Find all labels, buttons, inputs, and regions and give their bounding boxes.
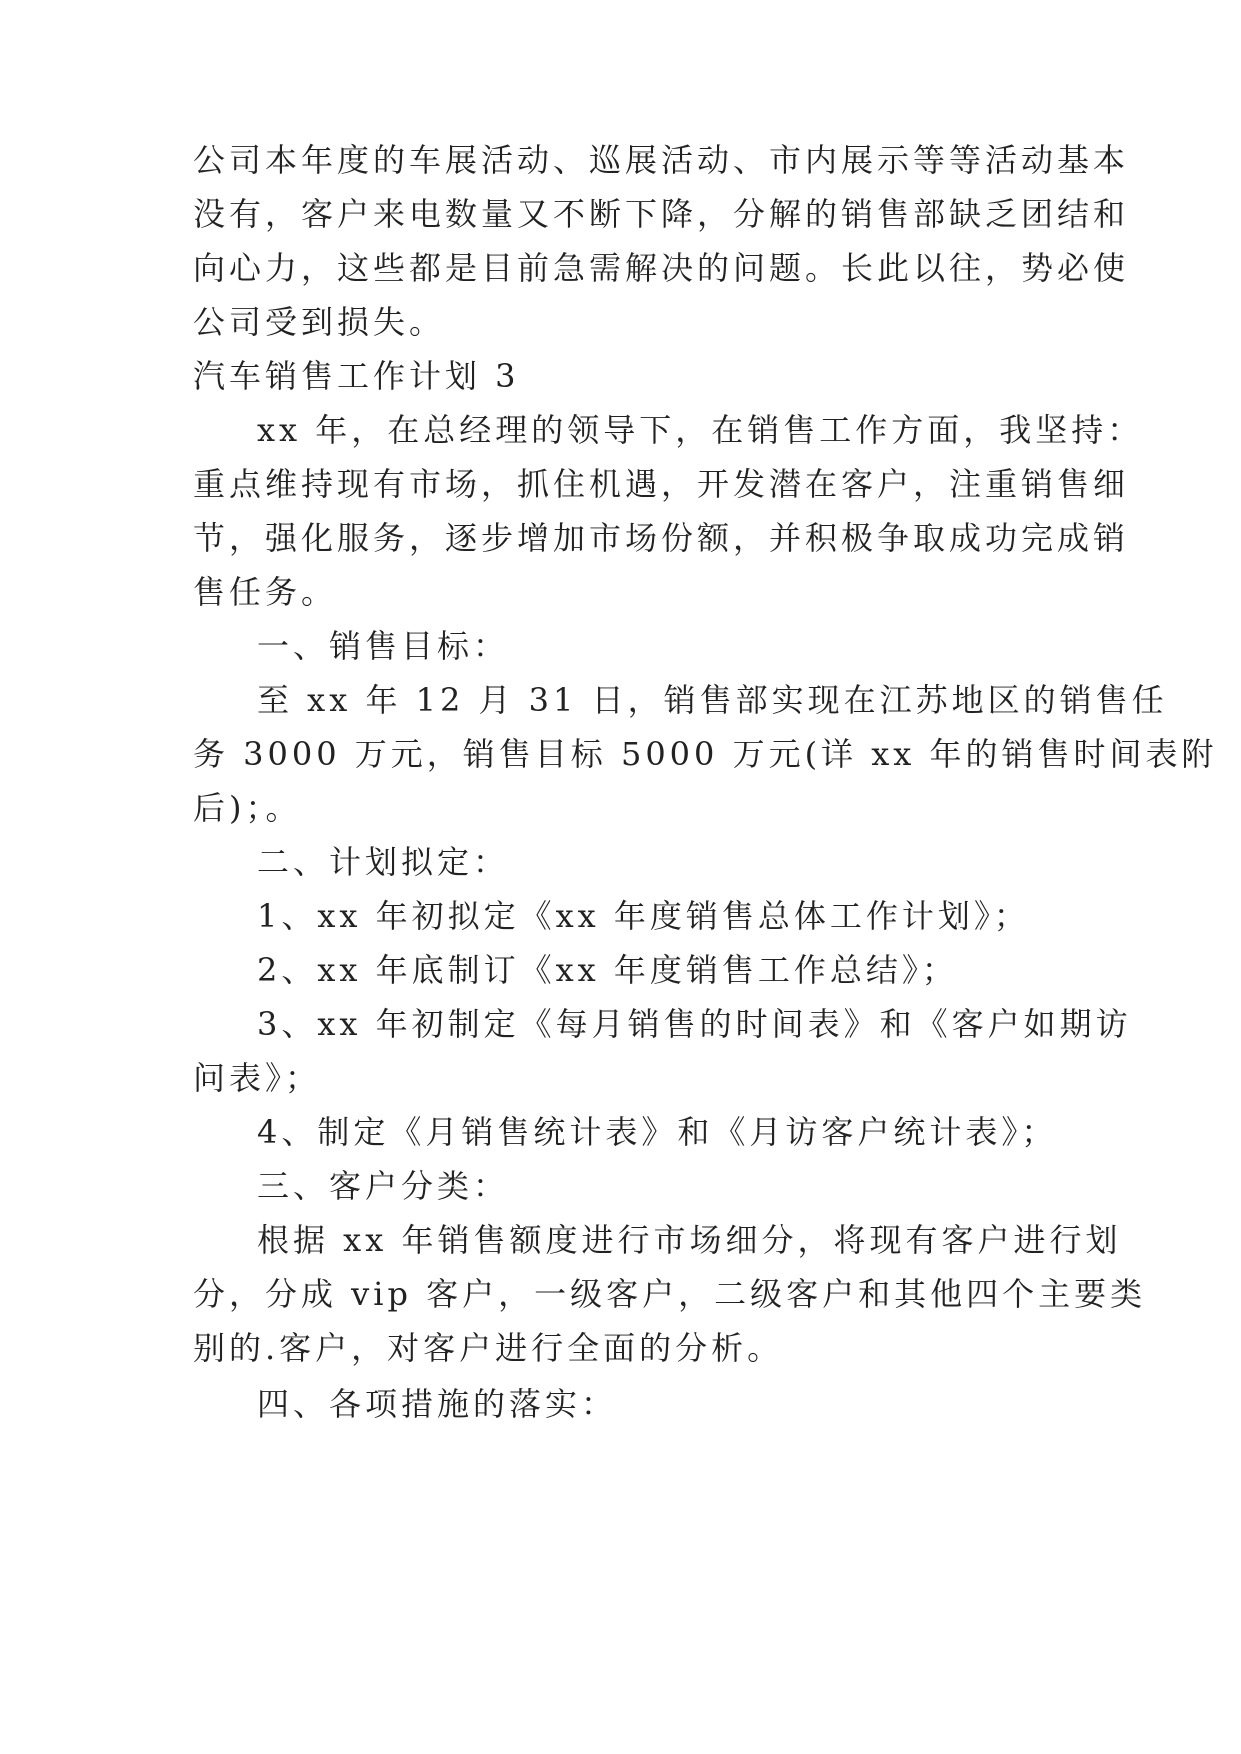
subheading-measures: 四、各项措施的落实：	[257, 1385, 618, 1423]
paragraph-line: 没有，客户来电数量又不断下降，分解的销售部缺乏团结和	[193, 195, 1130, 233]
paragraph-line: 售任务。	[193, 573, 338, 611]
list-item: 2、xx 年底制订《xx 年度销售工作总结》；	[257, 951, 958, 989]
list-item: 4、制定《月销售统计表》和《月访客户统计表》；	[257, 1113, 1058, 1151]
paragraph-line: 节，强化服务，逐步增加市场份额，并积极争取成功完成销	[193, 519, 1130, 557]
subheading-plan: 二、计划拟定：	[257, 843, 510, 881]
list-item: 3、xx 年初制定《每月销售的时间表》和《客户如期访	[257, 1005, 1132, 1043]
paragraph-line: 重点维持现有市场，抓住机遇，开发潜在客户，注重销售细	[193, 465, 1130, 503]
paragraph-line: xx 年，在总经理的领导下，在销售工作方面，我坚持：	[257, 411, 1144, 449]
paragraph-line: 别的.客户，对客户进行全面的分析。	[193, 1329, 784, 1367]
list-item-continuation: 问表》；	[193, 1059, 322, 1097]
paragraph-line: 向心力，这些都是目前急需解决的问题。长此以往，势必使	[193, 249, 1130, 287]
list-item: 1、xx 年初拟定《xx 年度销售总体工作计划》；	[257, 897, 1030, 935]
paragraph-line: 根据 xx 年销售额度进行市场细分，将现有客户进行划	[257, 1221, 1122, 1259]
paragraph-line: 务 3000 万元，销售目标 5000 万元(详 xx 年的销售时间表附	[193, 735, 1218, 773]
paragraph-line: 后)；。	[193, 789, 302, 827]
subheading-customer-classification: 三、客户分类：	[257, 1167, 510, 1205]
paragraph-line: 公司本年度的车展活动、巡展活动、市内展示等等活动基本	[193, 141, 1130, 179]
paragraph-line: 分，分成 vip 客户，一级客户，二级客户和其他四个主要类	[193, 1275, 1147, 1313]
paragraph-line: 至 xx 年 12 月 31 日，销售部实现在江苏地区的销售任	[257, 681, 1168, 719]
subheading-sales-target: 一、销售目标：	[257, 627, 510, 665]
paragraph-line: 公司受到损失。	[193, 303, 446, 341]
section-heading: 汽车销售工作计划 3	[193, 357, 520, 395]
